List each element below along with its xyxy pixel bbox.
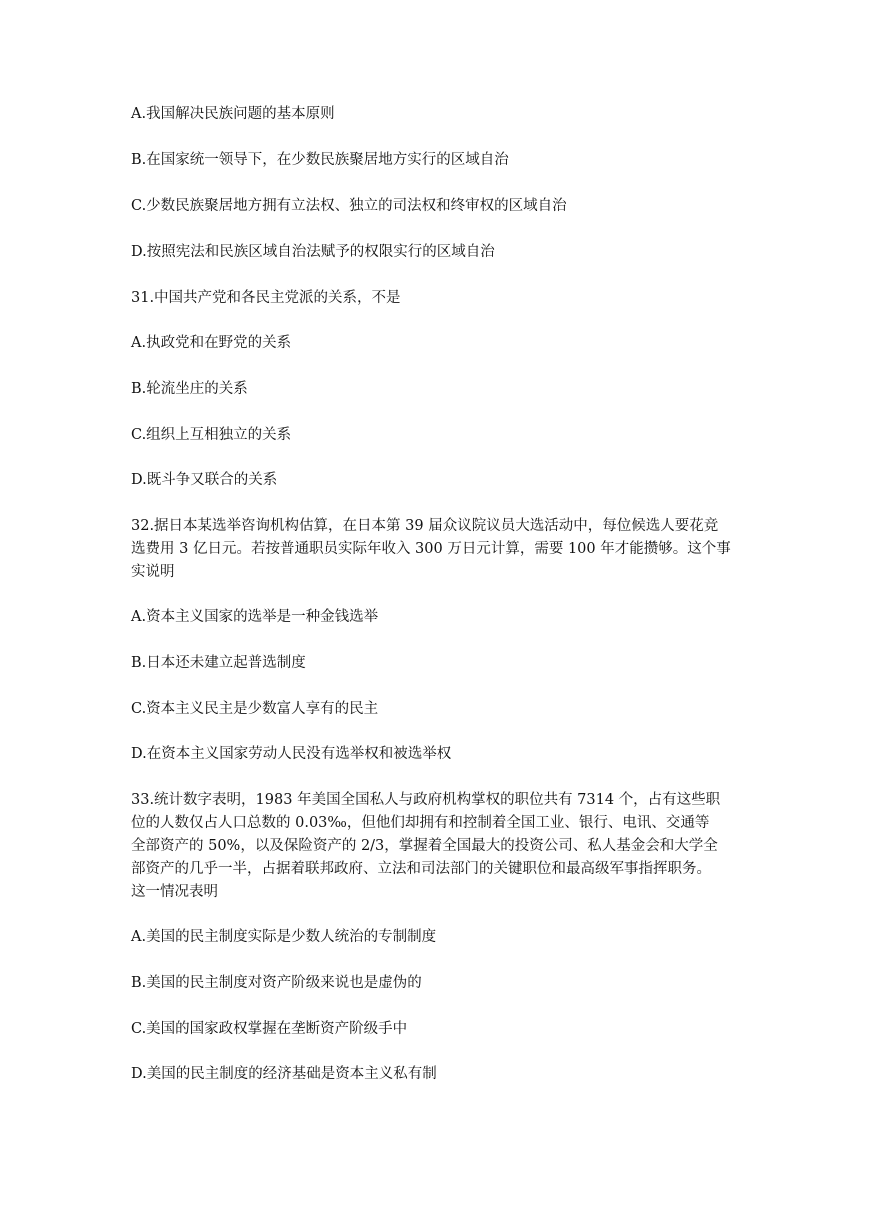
q33-stem-line-4: 部资产的几乎一半，占据着联邦政府、立法和司法部门的关键职位和最高级军事指挥职务。 xyxy=(131,861,711,877)
q32-option-c: C.资本主义民主是少数富人享有的民主 xyxy=(131,701,379,717)
q33-stem-line-2: 位的人数仅占人口总数的 0.03‰，但他们却拥有和控制着全国工业、银行、电讯、交通等 xyxy=(131,815,710,831)
q32-stem-line-2: 选费用 3 亿日元。若按普通职员实际年收入 300 万日元计算，需要 100 年才能攒够。这个事 xyxy=(131,541,731,557)
q33-stem-line-5: 这一情况表明 xyxy=(131,884,218,900)
q32-stem xyxy=(131,515,731,584)
q31-option-d: D.既斗争又联合的关系 xyxy=(131,472,278,488)
q33-stem xyxy=(131,789,720,904)
q31-stem: 31.中国共产党和各民主党派的关系，不是 xyxy=(131,290,401,306)
q31-option-b: B.轮流坐庄的关系 xyxy=(131,381,248,397)
q32-stem-line-3: 实说明 xyxy=(131,564,175,580)
q33-stem-line-3: 全部资产的 50%，以及保险资产的 2/3，掌握着全国最大的投资公司、私人基金会和大学全 xyxy=(131,838,718,854)
q32-option-b: B.日本还未建立起普选制度 xyxy=(131,655,306,671)
q33-option-a: A.美国的民主制度实际是少数人统治的专制制度 xyxy=(131,929,437,945)
q31-option-c: C.组织上互相独立的关系 xyxy=(131,427,292,443)
q32-option-d: D.在资本主义国家劳动人民没有选举权和被选举权 xyxy=(131,746,452,762)
q32-option-a: A.资本主义国家的选举是一种金钱选举 xyxy=(131,609,379,625)
q30-option-a: A.我国解决民族问题的基本原则 xyxy=(131,106,335,122)
q30-option-c: C.少数民族聚居地方拥有立法权、独立的司法权和终审权的区域自治 xyxy=(131,198,567,214)
q30-option-b: B.在国家统一领导下，在少数民族聚居地方实行的区域自治 xyxy=(131,152,509,168)
q33-option-b: B.美国的民主制度对资产阶级来说也是虚伪的 xyxy=(131,975,422,991)
q32-stem-line-1: 32.据日本某选举咨询机构估算，在日本第 39 届众议院议员大选活动中，每位候选人要花竞 xyxy=(131,518,719,534)
q33-option-d: D.美国的民主制度的经济基础是资本主义私有制 xyxy=(131,1066,437,1082)
q33-option-c: C.美国的国家政权掌握在垄断资产阶级手中 xyxy=(131,1021,408,1037)
q31-option-a: A.执政党和在野党的关系 xyxy=(131,335,292,351)
q30-option-d: D.按照宪法和民族区域自治法赋予的权限实行的区域自治 xyxy=(131,244,495,260)
q33-stem-line-1: 33.统计数字表明，1983 年美国全国私人与政府机构掌权的职位共有 7314 个，占有这些职 xyxy=(131,792,721,808)
